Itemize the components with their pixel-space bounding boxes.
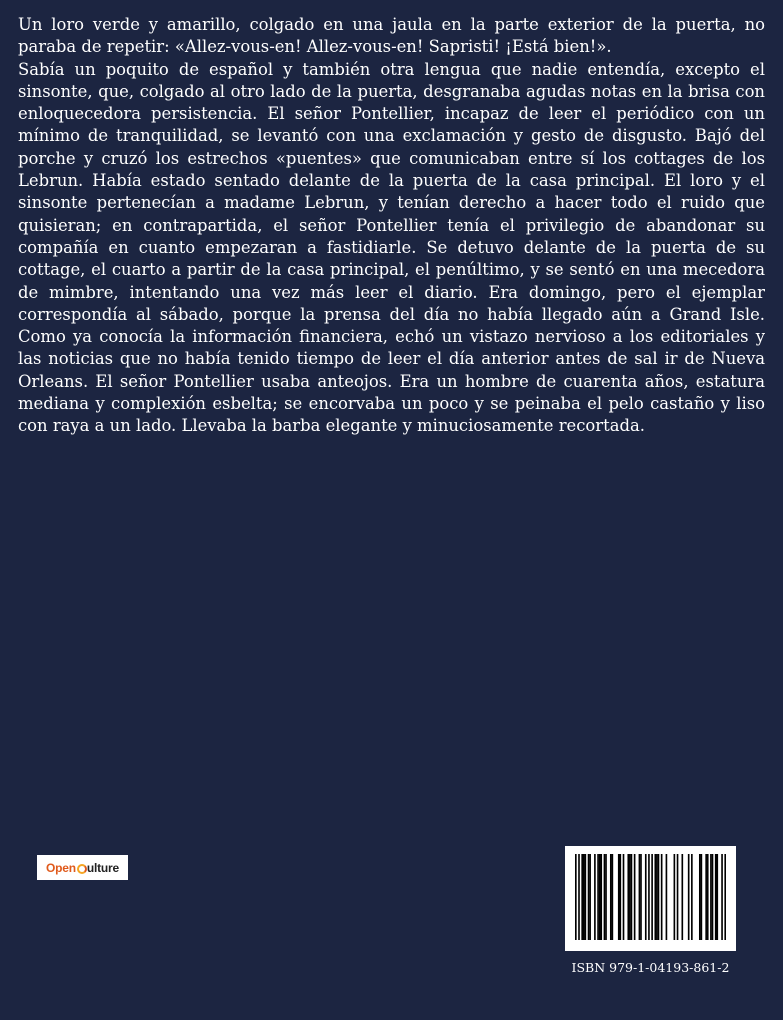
barcode-bar [658, 854, 660, 940]
barcode-bar [724, 854, 726, 940]
barcode-bar [620, 854, 622, 940]
barcode-bar [631, 854, 633, 940]
barcode-bar [661, 854, 663, 940]
barcode-bar [575, 854, 577, 940]
barcode-bar [629, 854, 631, 940]
barcode-bar [707, 854, 709, 940]
barcode-bar [699, 854, 701, 940]
barcode-bar [710, 854, 712, 940]
barcode-bar [623, 854, 625, 940]
barcode-bar [688, 854, 690, 940]
publisher-logo-c-icon [77, 864, 87, 874]
barcode-bar [610, 854, 612, 940]
barcode-bar [645, 854, 647, 940]
publisher-logo-open: Open [45, 860, 76, 875]
publisher-logo [37, 855, 128, 880]
barcode-bar [627, 854, 629, 940]
barcode-bar [578, 854, 580, 940]
barcode-bar [651, 854, 653, 940]
barcode-bar [640, 854, 642, 940]
barcode-bar [654, 854, 656, 940]
barcode-bar [600, 854, 602, 940]
barcode-bar [594, 854, 596, 940]
barcode-bar [581, 854, 583, 940]
barcode-bar [589, 854, 591, 940]
barcode-bar [639, 854, 641, 940]
barcode-bar [583, 854, 585, 940]
barcode-bar [666, 854, 668, 940]
barcode-bar [716, 854, 718, 940]
blurb-paragraph-2: Sabía un poquito de español y también otra lengua que nadie entendía, excepto el sinsonte, que, colgado al otro lado de la puerta, desgranaba agudas notas en la brisa con enloquecedora persistencia. El señor Pontellier, incapaz de leer el periódico con un mínimo de tranquilidad, se levantó con una exclamación y gesto de disgusto. Bajó del porche y cruzó los estrechos «puentes» que comunicaban entre sí los cottages de los Lebrun. Había estado sentado delante de la puerta de la casa principal. El loro y el sinsonte pertenecían a madame Lebrun, y tenían derecho a hacer todo el ruido que quisieran; en contrapartida, el señor Pontellier tenía el privilegio de abandonar su compañía en cuanto empezaran a fastidiarle. Se detuvo delante de la puerta de su cottage, el cuarto a partir de la casa principal, el penúltimo, y se sentó en una mecedora de mimbre, intentando una vez más leer el diario. Era domingo, pero el ejemplar correspondía al sábado, porque la prensa del día no había llegado aún a Grand Isle. Como ya conocía la información financiera, echó un vistazo nervioso a los editoriales y las noticias que no había tenido tiempo de leer el día anterior antes de sal ir de Nueva Orleans. El señor Pontellier usaba anteojos. Era un hombre de cuarenta años, estatura mediana y complexión esbelta; se encorvaba un poco y se peinaba el pelo castaño y liso con raya a un lado. Llevaba la barba elegante y minuciosamente recortada. [18, 59, 765, 436]
barcode [565, 846, 736, 951]
barcode-bar [599, 854, 601, 940]
barcode-bar [715, 854, 717, 940]
barcode-icon [575, 854, 726, 940]
barcode-bar [634, 854, 636, 940]
barcode-bar [588, 854, 590, 940]
back-cover-blurb [18, 14, 765, 438]
barcode-bar [674, 854, 676, 940]
barcode-bar [705, 854, 707, 940]
barcode-bar [681, 854, 683, 940]
barcode-bar [585, 854, 587, 940]
barcode-bar [604, 854, 606, 940]
publisher-logo-rest: ulture [86, 860, 119, 875]
barcode-bar [612, 854, 614, 940]
barcode-bar [721, 854, 723, 940]
blurb-paragraph-1: Un loro verde y amarillo, colgado en una jaula en la parte exterior de la puerta, no paraba de repetir: «Allez-vous-en! Allez-vous-en! Sapristi! ¡Está bien!». [18, 15, 765, 57]
barcode-bar [701, 854, 703, 940]
barcode-bar [648, 854, 650, 940]
barcode-bar [677, 854, 679, 940]
barcode-bar [597, 854, 599, 940]
barcode-bar [656, 854, 658, 940]
barcode-bar [605, 854, 607, 940]
isbn-label: ISBN 979-1-04193-861-2 [571, 960, 730, 975]
barcode-bar [712, 854, 714, 940]
barcode-bar [691, 854, 693, 940]
barcode-bar [618, 854, 620, 940]
